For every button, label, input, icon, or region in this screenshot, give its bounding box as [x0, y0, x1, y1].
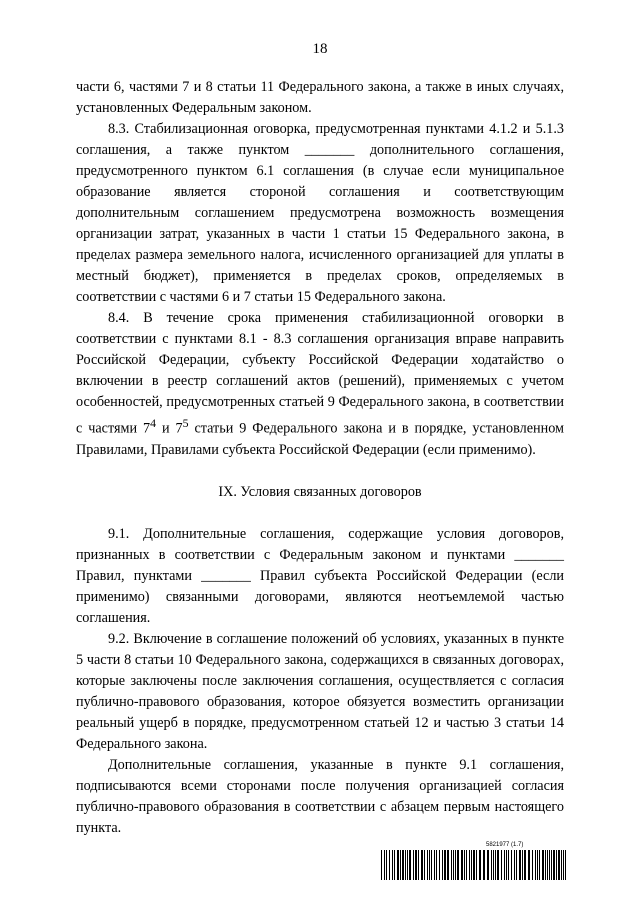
barcode-bar [558, 850, 560, 880]
barcode-bar [522, 850, 523, 880]
barcode-bar [483, 850, 485, 880]
barcode-bar [453, 850, 454, 880]
barcode-bar [542, 850, 544, 880]
barcode-bar [386, 850, 387, 880]
barcode-bar [381, 850, 382, 880]
barcode-code-text: 5821977 (1.7) [486, 842, 524, 848]
barcode-bar [402, 850, 404, 880]
superscript-4: 4 [150, 416, 157, 430]
paragraph-8-4-text-c: статьи 9 Федерального закона и в порядке, установленном Правилами, Правилами субъекта Российской Федерации (если применимо). [76, 420, 564, 458]
paragraph-8-4 [76, 308, 564, 461]
barcode-bar [514, 850, 515, 880]
barcode-bar [447, 850, 449, 880]
barcode-bar [455, 850, 456, 880]
barcode-bar [473, 850, 475, 880]
barcode-bar [400, 850, 401, 880]
superscript-5: 5 [182, 416, 189, 430]
barcode-bar [524, 850, 526, 880]
barcode-bar [457, 850, 459, 880]
barcode-bar [535, 850, 536, 880]
barcode-bar [434, 850, 435, 880]
barcode-bar [469, 850, 470, 880]
barcode-bar [549, 850, 550, 880]
barcode-bar [501, 850, 502, 880]
barcode-bar [407, 850, 408, 880]
barcode-bar [504, 850, 505, 880]
barcode-bar [491, 850, 492, 880]
barcode-bar [439, 850, 440, 880]
barcode-bar [392, 850, 393, 880]
barcode-bar [418, 850, 419, 880]
barcode-bar [413, 850, 414, 880]
paragraph-9-1: 9.1. Дополнительные соглашения, содержащие условия договоров, признанных в соответствии с Федеральным законом и пунктами _______ Правил, пунктами _______ Правил субъекта Российской Федерации (если применимо) связанными договорами, являются неотъемлемой частью соглашения. [76, 525, 564, 626]
barcode-bar [442, 850, 443, 880]
barcode-bar [528, 850, 530, 880]
barcode-bar [563, 850, 564, 880]
barcode-bar [424, 850, 425, 880]
barcode-bar [464, 850, 465, 880]
barcode-bar [476, 850, 477, 880]
section-heading: IX. Условия связанных договоров [218, 483, 422, 500]
barcode-bar [547, 850, 548, 880]
barcode-bar [565, 850, 566, 880]
paragraph-continuation: части 6, частями 7 и 8 статьи 11 Федерального закона, а также в иных случаях, установленных Федеральным законом. [76, 79, 564, 116]
barcode-bar [409, 850, 411, 880]
page-number: 18 [312, 41, 328, 57]
document-body [76, 77, 564, 839]
barcode-bar [551, 850, 552, 880]
barcode-bar [487, 850, 489, 880]
barcode-bar [537, 850, 538, 880]
barcode-bar [461, 850, 463, 880]
paragraph-9-2: 9.2. Включение в соглашение положений об условиях, указанных в пункте 5 части 8 статьи 10 Федерального закона, содержащихся в связанных договорах, которые заключены после заключения соглашения, осуществляется с согласия публично-правового образования, которое обязуется возместить организации реальный ущерб в порядке, предусмотренном статьей 12 и частью 3 статьи 14 Федерального закона. [76, 630, 564, 752]
barcode-bar [495, 850, 496, 880]
barcode-bar [553, 850, 555, 880]
barcode-bar [429, 850, 430, 880]
barcode-bar [519, 850, 521, 880]
barcode-bar [394, 850, 395, 880]
barcode-bar [421, 850, 423, 880]
barcode-bar [479, 850, 481, 880]
paragraph-8-4-text-a: 8.4. В течение срока применения стабилизационной оговорки в соответствии с пунктами 8.1 - 8.3 соглашения организация вправе направить Российской Федерации, субъекту Российской Федерации ходатайство о включении в реестр соглашений актов (решений), применяемых с учетом особенностей, предусмотренных статьей 9 Федерального закона, в соответствии с частями 7 [76, 310, 564, 437]
barcode-bar [384, 850, 385, 880]
barcode-bar [532, 850, 533, 880]
barcode-bar [506, 850, 507, 880]
barcode-bar [444, 850, 446, 880]
barcode-bar [389, 850, 390, 880]
barcode-bar [466, 850, 467, 880]
barcode-bar [427, 850, 428, 880]
barcode-bar [431, 850, 432, 880]
paragraph-additional: Дополнительные соглашения, указанные в пункте 9.1 соглашения, подписываются всеми сторонами после получения организацией согласия публично-правового образования в соответствии с абзацем первым настоящего пункта. [76, 756, 564, 836]
barcode-icon [381, 850, 567, 880]
barcode-bar [405, 850, 406, 880]
barcode-bar [511, 850, 512, 880]
barcode-bar [561, 850, 562, 880]
barcode-bar [436, 850, 437, 880]
barcode-bar [493, 850, 494, 880]
barcode-bar [556, 850, 557, 880]
barcode-bar [545, 850, 546, 880]
paragraph-8-4-text-b: и 7 [156, 420, 183, 437]
barcode-bar [508, 850, 509, 880]
barcode-bar [471, 850, 472, 880]
barcode-bar [397, 850, 399, 880]
barcode-bar [415, 850, 417, 880]
barcode-bar [539, 850, 540, 880]
paragraph-8-3: 8.3. Стабилизационная оговорка, предусмотренная пунктами 4.1.2 и 5.1.3 соглашения, а также пунктом _______ дополнительного соглашения, предусмотренного пунктом 6.1 соглашения (в случае если муниципальное образование является стороной соглашения и соответствующим дополнительным соглашением предусмотрена возможность возмещения организации затрат, указанных в части 1 статьи 15 Федерального закона, в пределах размера земельного налога, исчисленного организацией для уплаты в местный бюджет), применяется в пределах сроков, определяемых в соответствии с частями 6 и 7 статьи 15 Федерального закона. [76, 121, 564, 305]
barcode-bar [516, 850, 517, 880]
barcode-bar [451, 850, 452, 880]
barcode-bar [497, 850, 499, 880]
